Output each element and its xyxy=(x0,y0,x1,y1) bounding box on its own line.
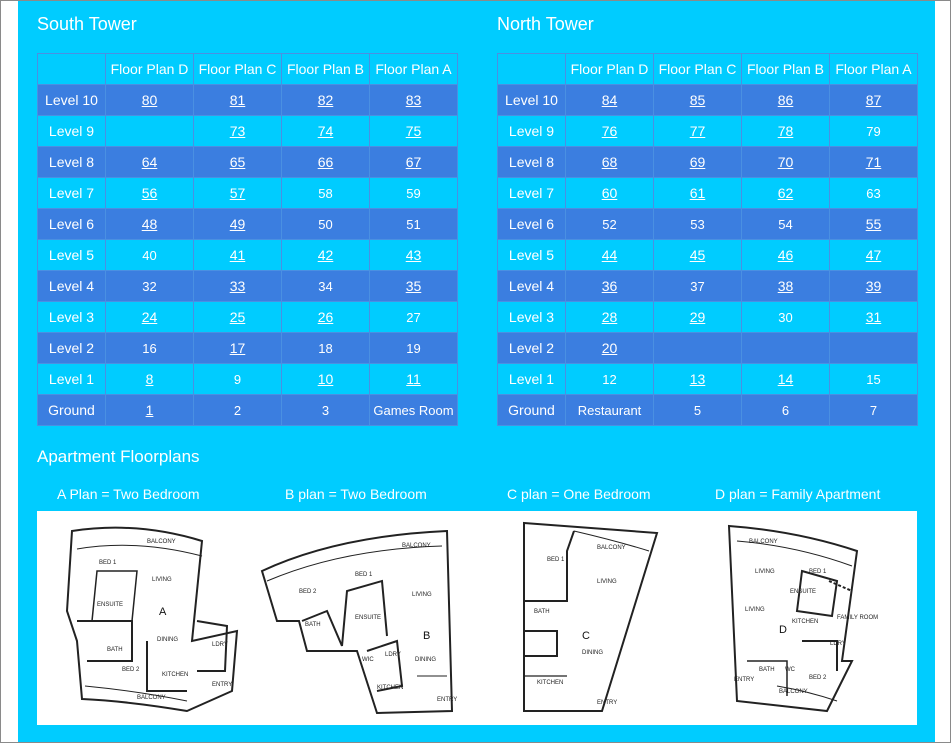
apartment-cell xyxy=(194,364,282,395)
apartment-cell xyxy=(370,271,458,302)
apartment-link[interactable]: 85 xyxy=(689,92,706,108)
apartment-number: 18 xyxy=(318,341,333,356)
apartment-link[interactable]: 41 xyxy=(229,247,246,263)
apartment-cell xyxy=(566,333,654,364)
apartment-cell xyxy=(370,302,458,333)
apartment-number: 19 xyxy=(406,341,421,356)
table-row xyxy=(498,364,918,395)
apartment-cell xyxy=(566,271,654,302)
apartment-number: 79 xyxy=(866,124,881,139)
svg-text:LIVING: LIVING xyxy=(597,579,617,585)
floorplans-image xyxy=(37,511,917,725)
level-label: Level 9 xyxy=(38,116,106,147)
svg-text:LIVING: LIVING xyxy=(745,607,765,613)
apartment-cell xyxy=(370,209,458,240)
caption-plan-a: A Plan = Two Bedroom xyxy=(57,486,200,502)
apartment-cell xyxy=(654,116,742,147)
apartment-cell xyxy=(742,85,830,116)
apartment-cell xyxy=(566,364,654,395)
apartment-number: 6 xyxy=(781,403,790,418)
column-header xyxy=(38,54,106,85)
apartment-link[interactable]: 75 xyxy=(405,123,422,139)
apartment-number: 51 xyxy=(406,217,421,232)
svg-text:BATH: BATH xyxy=(759,667,775,673)
apartment-cell xyxy=(194,333,282,364)
apartment-link[interactable]: 80 xyxy=(141,92,158,108)
apartment-cell xyxy=(566,240,654,271)
apartment-cell xyxy=(654,240,742,271)
apartment-cell xyxy=(106,395,194,426)
apartment-link[interactable]: 67 xyxy=(405,154,422,170)
apartment-number: 53 xyxy=(690,217,705,232)
svg-text:A: A xyxy=(159,606,167,618)
column-header: Floor Plan D xyxy=(566,54,654,85)
svg-text:DINING: DINING xyxy=(415,657,436,663)
svg-text:LDRY: LDRY xyxy=(385,652,401,658)
svg-text:BALCONY: BALCONY xyxy=(749,539,778,545)
apartment-cell xyxy=(654,333,742,364)
apartment-cell xyxy=(106,364,194,395)
apartment-link[interactable]: 56 xyxy=(141,185,158,201)
apartment-link[interactable]: 87 xyxy=(865,92,882,108)
apartment-cell xyxy=(282,302,370,333)
apartment-number: 58 xyxy=(318,186,333,201)
apartment-cell xyxy=(742,271,830,302)
level-label: Level 2 xyxy=(38,333,106,364)
apartment-cell xyxy=(830,302,918,333)
svg-text:BED 2: BED 2 xyxy=(809,675,827,681)
apartment-link[interactable]: 28 xyxy=(601,309,618,325)
svg-text:FAMILY ROOM: FAMILY ROOM xyxy=(837,615,879,621)
apartment-link[interactable]: 62 xyxy=(777,185,794,201)
level-label: Level 1 xyxy=(498,364,566,395)
table-row xyxy=(498,240,918,271)
apartment-link[interactable]: 60 xyxy=(601,185,618,201)
apartment-number: 52 xyxy=(602,217,617,232)
table-row xyxy=(498,85,918,116)
apartment-number: Restaurant xyxy=(577,403,642,418)
level-label: Level 9 xyxy=(498,116,566,147)
level-label: Ground xyxy=(498,395,566,426)
table-header-row xyxy=(38,54,458,85)
apartment-cell xyxy=(370,395,458,426)
table-row xyxy=(38,116,458,147)
apartment-cell xyxy=(566,302,654,333)
apartment-link[interactable]: 14 xyxy=(777,371,794,387)
apartment-cell xyxy=(742,302,830,333)
apartment-cell xyxy=(654,209,742,240)
apartment-cell xyxy=(830,271,918,302)
level-label: Level 8 xyxy=(498,147,566,178)
apartment-cell xyxy=(566,178,654,209)
apartment-cell xyxy=(830,240,918,271)
apartment-cell xyxy=(830,116,918,147)
svg-text:BATH: BATH xyxy=(107,647,123,653)
svg-text:KITCHEN: KITCHEN xyxy=(537,680,564,686)
floorplan-b xyxy=(262,531,457,713)
apartment-number: 37 xyxy=(690,279,705,294)
apartment-cell xyxy=(194,178,282,209)
svg-text:KITCHEN: KITCHEN xyxy=(377,685,404,691)
apartment-cell xyxy=(106,116,194,147)
svg-text:BALCONY: BALCONY xyxy=(597,545,626,551)
apartment-link[interactable]: 78 xyxy=(777,123,794,139)
apartment-cell xyxy=(370,333,458,364)
south-tower-title: South Tower xyxy=(37,14,137,34)
svg-text:BED 1: BED 1 xyxy=(355,572,373,578)
level-label: Level 4 xyxy=(38,271,106,302)
table-row xyxy=(38,364,458,395)
apartment-cell xyxy=(370,240,458,271)
apartment-link[interactable]: 81 xyxy=(229,92,246,108)
floorplan-drawings xyxy=(37,511,917,725)
table-row xyxy=(38,147,458,178)
apartment-number: 34 xyxy=(318,279,333,294)
table-row xyxy=(498,147,918,178)
apartment-link[interactable]: 46 xyxy=(777,247,794,263)
apartment-cell xyxy=(566,209,654,240)
apartment-number: 16 xyxy=(142,341,157,356)
svg-text:WIC: WIC xyxy=(362,657,374,663)
svg-text:WC: WC xyxy=(785,667,795,673)
apartment-cell xyxy=(742,209,830,240)
svg-text:LIVING: LIVING xyxy=(755,569,775,575)
apartment-cell xyxy=(282,209,370,240)
apartment-number: 5 xyxy=(693,403,702,418)
apartment-link[interactable]: 77 xyxy=(689,123,706,139)
table-row xyxy=(38,85,458,116)
table-row xyxy=(38,333,458,364)
apartment-cell xyxy=(194,116,282,147)
apartment-link[interactable]: 55 xyxy=(865,216,882,232)
apartment-number: 40 xyxy=(142,248,157,263)
level-label: Level 1 xyxy=(38,364,106,395)
apartment-number: 15 xyxy=(866,372,881,387)
apartment-cell xyxy=(194,85,282,116)
apartment-link[interactable]: 13 xyxy=(689,371,706,387)
apartment-cell xyxy=(194,395,282,426)
apartment-cell xyxy=(282,364,370,395)
apartment-cell xyxy=(830,364,918,395)
apartment-link[interactable]: 69 xyxy=(689,154,706,170)
svg-text:BATH: BATH xyxy=(305,622,321,628)
apartment-cell xyxy=(742,395,830,426)
level-label: Ground xyxy=(38,395,106,426)
table-row xyxy=(38,395,458,426)
apartment-cell xyxy=(106,178,194,209)
apartment-cell xyxy=(830,395,918,426)
apartment-cell xyxy=(566,85,654,116)
apartment-number: 32 xyxy=(142,279,157,294)
level-label: Level 8 xyxy=(38,147,106,178)
svg-text:LIVING: LIVING xyxy=(412,592,432,598)
level-label: Level 6 xyxy=(498,209,566,240)
apartment-cell xyxy=(370,147,458,178)
svg-text:DINING: DINING xyxy=(157,637,178,643)
svg-text:DINING: DINING xyxy=(582,650,603,656)
table-row xyxy=(498,395,918,426)
level-label: Level 3 xyxy=(38,302,106,333)
svg-text:KITCHEN: KITCHEN xyxy=(792,619,819,625)
apartment-cell xyxy=(742,116,830,147)
apartment-link[interactable]: 1 xyxy=(145,402,154,418)
apartment-link[interactable]: 38 xyxy=(777,278,794,294)
apartment-cell xyxy=(742,240,830,271)
svg-text:BALCONY: BALCONY xyxy=(402,543,431,549)
apartment-number: 59 xyxy=(406,186,421,201)
apartment-cell xyxy=(282,240,370,271)
level-label: Level 10 xyxy=(498,85,566,116)
apartment-cell xyxy=(282,178,370,209)
apartment-link[interactable]: 25 xyxy=(229,309,246,325)
apartment-link[interactable]: 83 xyxy=(405,92,422,108)
apartment-link[interactable]: 11 xyxy=(406,371,421,387)
table-row xyxy=(38,178,458,209)
svg-text:BALCONY: BALCONY xyxy=(147,539,176,545)
svg-text:LIVING: LIVING xyxy=(152,577,172,583)
level-label: Level 7 xyxy=(498,178,566,209)
apartment-cell xyxy=(282,333,370,364)
apartment-cell xyxy=(194,271,282,302)
apartment-link[interactable]: 20 xyxy=(601,340,618,356)
level-label: Level 5 xyxy=(38,240,106,271)
apartment-cell xyxy=(742,178,830,209)
apartment-number: 30 xyxy=(778,310,793,325)
apartment-cell xyxy=(106,85,194,116)
apartment-link[interactable]: 68 xyxy=(601,154,618,170)
apartment-cell xyxy=(194,302,282,333)
apartment-cell xyxy=(282,85,370,116)
apartment-cell xyxy=(282,147,370,178)
svg-text:BALCONY: BALCONY xyxy=(137,695,166,701)
apartment-number: 3 xyxy=(321,403,330,418)
apartment-number: 7 xyxy=(869,403,878,418)
svg-text:BALCONY: BALCONY xyxy=(779,689,808,695)
svg-text:LDRY: LDRY xyxy=(830,641,846,647)
apartment-number: Games Room xyxy=(373,403,454,418)
svg-text:KITCHEN: KITCHEN xyxy=(162,672,189,678)
apartment-link[interactable]: 49 xyxy=(229,216,246,232)
apartment-cell xyxy=(282,271,370,302)
apartment-cell xyxy=(370,85,458,116)
apartment-link[interactable]: 10 xyxy=(317,371,334,387)
level-label: Level 3 xyxy=(498,302,566,333)
apartment-link[interactable]: 8 xyxy=(145,371,154,387)
apartment-link[interactable]: 82 xyxy=(317,92,334,108)
north-tower-table xyxy=(497,53,918,426)
svg-text:BED 1: BED 1 xyxy=(547,557,565,563)
column-header: Floor Plan B xyxy=(282,54,370,85)
apartment-cell xyxy=(282,395,370,426)
apartment-link[interactable]: 64 xyxy=(141,154,158,170)
svg-text:BATH: BATH xyxy=(534,609,550,615)
apartment-cell xyxy=(830,178,918,209)
apartment-cell xyxy=(742,147,830,178)
apartment-number: 2 xyxy=(233,403,242,418)
apartment-link[interactable]: 74 xyxy=(317,123,334,139)
svg-text:B: B xyxy=(423,630,431,642)
svg-text:LDRY: LDRY xyxy=(212,642,228,648)
apartment-link[interactable]: 36 xyxy=(601,278,618,294)
apartment-link[interactable]: 61 xyxy=(689,185,706,201)
table-row xyxy=(498,178,918,209)
north-tower-title: North Tower xyxy=(497,14,594,34)
apartment-cell xyxy=(106,302,194,333)
apartment-link[interactable]: 48 xyxy=(141,216,158,232)
table-row xyxy=(498,302,918,333)
svg-text:ENTRY: ENTRY xyxy=(212,682,233,688)
apartment-cell xyxy=(194,147,282,178)
caption-plan-d: D plan = Family Apartment xyxy=(715,486,881,502)
apartment-number: 9 xyxy=(233,372,242,387)
apartment-cell xyxy=(106,147,194,178)
svg-text:BED 2: BED 2 xyxy=(122,667,140,673)
apartment-cell xyxy=(742,364,830,395)
apartment-link[interactable]: 84 xyxy=(601,92,618,108)
svg-text:BED 1: BED 1 xyxy=(809,569,827,575)
table-row xyxy=(498,209,918,240)
apartment-cell xyxy=(370,116,458,147)
floorplan-a xyxy=(67,528,237,711)
apartment-link[interactable]: 65 xyxy=(229,154,246,170)
apartment-link[interactable]: 31 xyxy=(865,309,882,325)
level-label: Level 6 xyxy=(38,209,106,240)
svg-text:BED 2: BED 2 xyxy=(299,589,317,595)
svg-text:ENSUITE: ENSUITE xyxy=(97,602,124,608)
apartment-link[interactable]: 76 xyxy=(601,123,618,139)
floorplans-title: Apartment Floorplans xyxy=(37,447,200,466)
apartment-cell xyxy=(654,178,742,209)
column-header: Floor Plan A xyxy=(370,54,458,85)
apartment-cell xyxy=(566,147,654,178)
south-tower-table xyxy=(37,53,458,426)
table-row xyxy=(38,240,458,271)
svg-text:ENSUITE: ENSUITE xyxy=(790,589,817,595)
table-row xyxy=(38,271,458,302)
apartment-link[interactable]: 42 xyxy=(317,247,334,263)
apartment-cell xyxy=(654,364,742,395)
svg-text:ENTRY: ENTRY xyxy=(734,677,755,683)
apartment-link[interactable]: 57 xyxy=(229,185,246,201)
apartment-cell xyxy=(370,178,458,209)
table-row xyxy=(38,302,458,333)
apartment-cell xyxy=(106,240,194,271)
table-header-row xyxy=(498,54,918,85)
svg-text:ENTRY: ENTRY xyxy=(437,697,458,703)
svg-text:C: C xyxy=(582,630,590,642)
svg-text:ENTRY: ENTRY xyxy=(597,700,618,706)
apartment-cell xyxy=(654,85,742,116)
apartment-link[interactable]: 70 xyxy=(777,154,794,170)
apartment-cell xyxy=(654,147,742,178)
level-label: Level 5 xyxy=(498,240,566,271)
apartment-cell xyxy=(742,333,830,364)
apartment-cell xyxy=(566,116,654,147)
floorplan-c xyxy=(524,523,657,711)
column-header: Floor Plan B xyxy=(742,54,830,85)
apartment-cell xyxy=(566,395,654,426)
table-row xyxy=(498,333,918,364)
apartment-link[interactable]: 35 xyxy=(405,278,422,294)
column-header: Floor Plan C xyxy=(654,54,742,85)
apartment-cell xyxy=(370,364,458,395)
apartment-link[interactable]: 33 xyxy=(229,278,246,294)
apartment-link[interactable]: 26 xyxy=(317,309,334,325)
apartment-number: 12 xyxy=(602,372,617,387)
apartment-cell xyxy=(654,302,742,333)
caption-plan-c: C plan = One Bedroom xyxy=(507,486,651,502)
level-label: Level 7 xyxy=(38,178,106,209)
apartment-link[interactable]: 29 xyxy=(689,309,706,325)
level-label: Level 2 xyxy=(498,333,566,364)
apartment-cell xyxy=(830,209,918,240)
apartment-cell xyxy=(654,395,742,426)
floorplan-d xyxy=(729,526,878,711)
apartment-cell xyxy=(106,209,194,240)
apartment-link[interactable]: 66 xyxy=(317,154,334,170)
apartment-link[interactable]: 73 xyxy=(229,123,246,139)
apartment-cell xyxy=(194,240,282,271)
table-row xyxy=(498,116,918,147)
apartment-link[interactable]: 43 xyxy=(405,247,422,263)
apartment-cell xyxy=(830,147,918,178)
svg-text:D: D xyxy=(779,624,787,636)
apartment-cell xyxy=(830,333,918,364)
level-label: Level 10 xyxy=(38,85,106,116)
apartment-link[interactable]: 71 xyxy=(865,154,882,170)
apartment-link[interactable]: 17 xyxy=(229,340,246,356)
apartment-cell xyxy=(654,271,742,302)
apartment-number: 27 xyxy=(406,310,421,325)
apartment-number: 50 xyxy=(318,217,333,232)
apartment-link[interactable]: 39 xyxy=(865,278,882,294)
apartment-number: 54 xyxy=(778,217,793,232)
apartment-cell xyxy=(106,271,194,302)
column-header xyxy=(498,54,566,85)
apartment-link[interactable]: 47 xyxy=(865,247,882,263)
column-header: Floor Plan C xyxy=(194,54,282,85)
apartment-cell xyxy=(282,116,370,147)
caption-plan-b: B plan = Two Bedroom xyxy=(285,486,427,502)
apartment-link[interactable]: 45 xyxy=(689,247,706,263)
level-label: Level 4 xyxy=(498,271,566,302)
apartment-link[interactable]: 24 xyxy=(141,309,158,325)
apartment-link[interactable]: 44 xyxy=(601,247,618,263)
column-header: Floor Plan A xyxy=(830,54,918,85)
svg-text:BED 1: BED 1 xyxy=(99,560,117,566)
apartment-cell xyxy=(830,85,918,116)
apartment-cell xyxy=(194,209,282,240)
apartment-link[interactable]: 86 xyxy=(777,92,794,108)
column-header: Floor Plan D xyxy=(106,54,194,85)
table-row xyxy=(498,271,918,302)
table-row xyxy=(38,209,458,240)
apartment-number: 63 xyxy=(866,186,881,201)
apartment-cell xyxy=(106,333,194,364)
svg-text:ENSUITE: ENSUITE xyxy=(355,615,382,621)
